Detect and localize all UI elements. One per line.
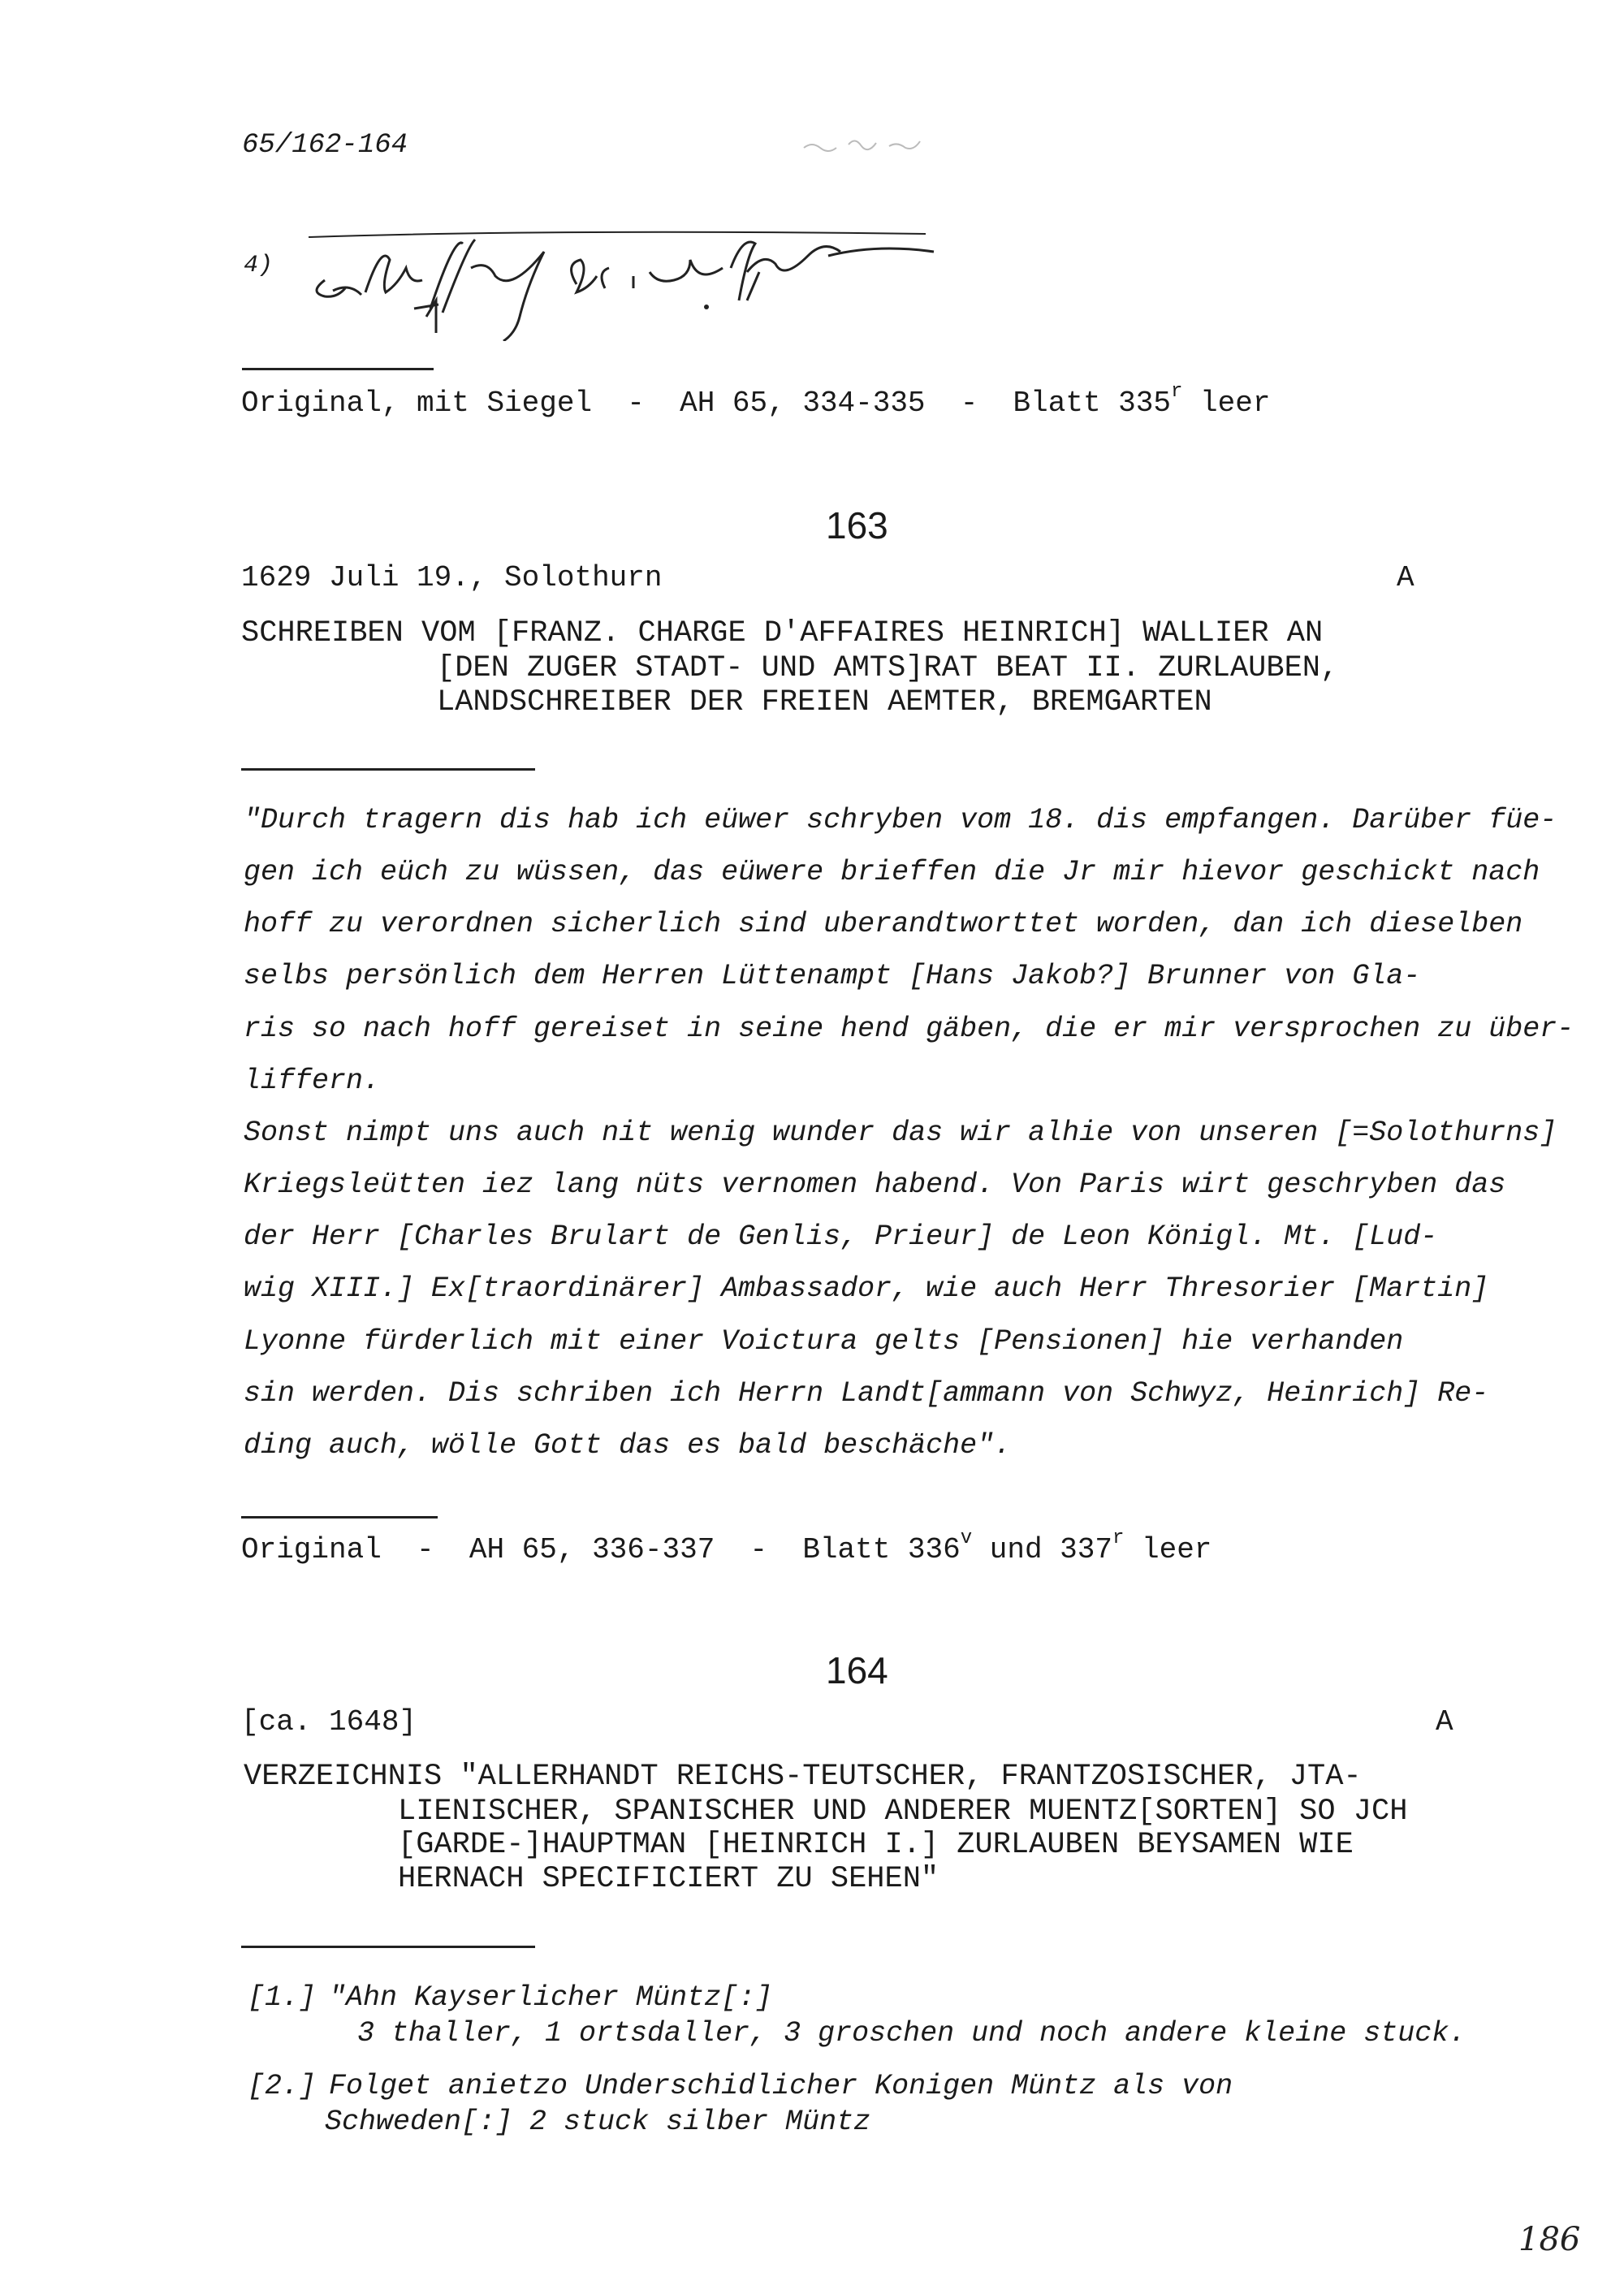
source-superscript: v — [960, 1527, 973, 1549]
quote-line: hoff zu verordnen sicherlich sind uberandtworttet worden, dan ich dieselben — [244, 908, 1523, 940]
divider-rule — [241, 768, 535, 771]
quote-line: wig XIII.] Ex[traordinärer] Ambassador, wie auch Herr Thresorier [Martin] — [244, 1272, 1489, 1305]
title-line: HERNACH SPECIFICIERT ZU SEHEN" — [398, 1862, 939, 1896]
source-suffix: leer — [1182, 387, 1271, 420]
handwritten-signature — [309, 219, 942, 341]
list-item-label: [2.] — [248, 2070, 317, 2102]
quote-line: liffern. — [244, 1065, 381, 1097]
divider-rule — [241, 1516, 438, 1519]
item-number: 4) — [244, 252, 274, 279]
title-line: [GARDE-]HAUPTMAN [HEINRICH I.] ZURLAUBEN BEYSAMEN WIE — [398, 1828, 1354, 1862]
title-line: LANDSCHREIBER DER FREIEN AEMTER, BREMGARTEN — [437, 685, 1212, 719]
title-line: SCHREIBEN VOM [FRANZ. CHARGE D'AFFAIRES HEINRICH] WALLIER AN — [241, 616, 1324, 650]
source-suffix: leer — [1124, 1533, 1212, 1566]
page-reference: 65/162-164 — [242, 130, 408, 161]
date-place: 1629 Juli 19., Solothurn — [241, 561, 663, 594]
list-item: Schweden[:] 2 stuck silber Müntz — [325, 2106, 871, 2138]
title-line: LIENISCHER, SPANISCHER UND ANDERER MUENTZ[SORTEN] SO JCH — [398, 1795, 1408, 1829]
document-number-164: 164 — [826, 1649, 888, 1691]
title-line: [DEN ZUGER STADT- UND AMTS]RAT BEAT II. ZURLAUBEN, — [437, 651, 1339, 685]
quote-line: selbs persönlich dem Herren Lüttenampt [Hans Jakob?] Brunner von Gla- — [244, 960, 1421, 992]
source-prefix: Original, mit Siegel - AH 65, 334-335 - Blatt 335 — [241, 387, 1171, 420]
date-label: [ca. 1648] — [241, 1705, 417, 1739]
category-label: A — [1436, 1705, 1453, 1739]
list-item: 3 thaller, 1 ortsdaller, 3 groschen und noch andere kleine stuck. — [357, 2017, 1466, 2050]
document-number-163: 163 — [826, 504, 888, 546]
category-label: A — [1397, 561, 1415, 594]
quote-line: "Durch tragern dis hab ich eüwer schryben vom 18. dis empfangen. Darüber füe- — [244, 804, 1557, 836]
source-prefix: Original - AH 65, 336-337 - Blatt 336 — [241, 1533, 961, 1566]
quote-line: ris so nach hoff gereiset in seine hend gäben, die er mir versprochen zu über- — [244, 1013, 1574, 1045]
quote-line: Sonst nimpt uns auch nit wenig wunder das wir alhie von unseren [=Solothurns] — [244, 1117, 1557, 1149]
source-line-163 — [241, 1527, 1212, 1566]
source-middle: und 337 — [972, 1533, 1112, 1566]
list-item-label: [1.] — [248, 1981, 317, 2014]
list-item: Folget anietzo Underschidlicher Konigen Müntz als von — [329, 2070, 1233, 2102]
quote-line: ding auch, wölle Gott das es bald beschäche". — [244, 1429, 1012, 1462]
divider-rule — [241, 1946, 535, 1948]
faint-mark-icon — [800, 130, 938, 162]
quote-line: Kriegsleütten iez lang nüts vernomen habend. Von Paris wirt geschryben das — [244, 1169, 1506, 1201]
source-superscript: r — [1171, 381, 1183, 403]
source-line-162 — [241, 381, 1271, 420]
quote-line: sin werden. Dis schriben ich Herrn Landt[ammann von Schwyz, Heinrich] Re- — [244, 1377, 1489, 1410]
quote-line: gen ich eüch zu wüssen, das eüwere brieffen die Jr mir hievor geschickt nach — [244, 856, 1540, 888]
divider-rule — [242, 368, 434, 370]
title-line: VERZEICHNIS "ALLERHANDT REICHS-TEUTSCHER, FRANTZOSISCHER, JTA- — [244, 1760, 1362, 1794]
page-number: 186 — [1518, 2221, 1581, 2258]
source-superscript: r — [1112, 1527, 1125, 1549]
quote-line: Lyonne fürderlich mit einer Voictura gelts [Pensionen] hie verhanden — [244, 1325, 1404, 1358]
list-item: "Ahn Kayserlicher Müntz[:] — [329, 1981, 773, 2014]
quote-line: der Herr [Charles Brulart de Genlis, Prieur] de Leon Königl. Mt. [Lud- — [244, 1220, 1438, 1253]
